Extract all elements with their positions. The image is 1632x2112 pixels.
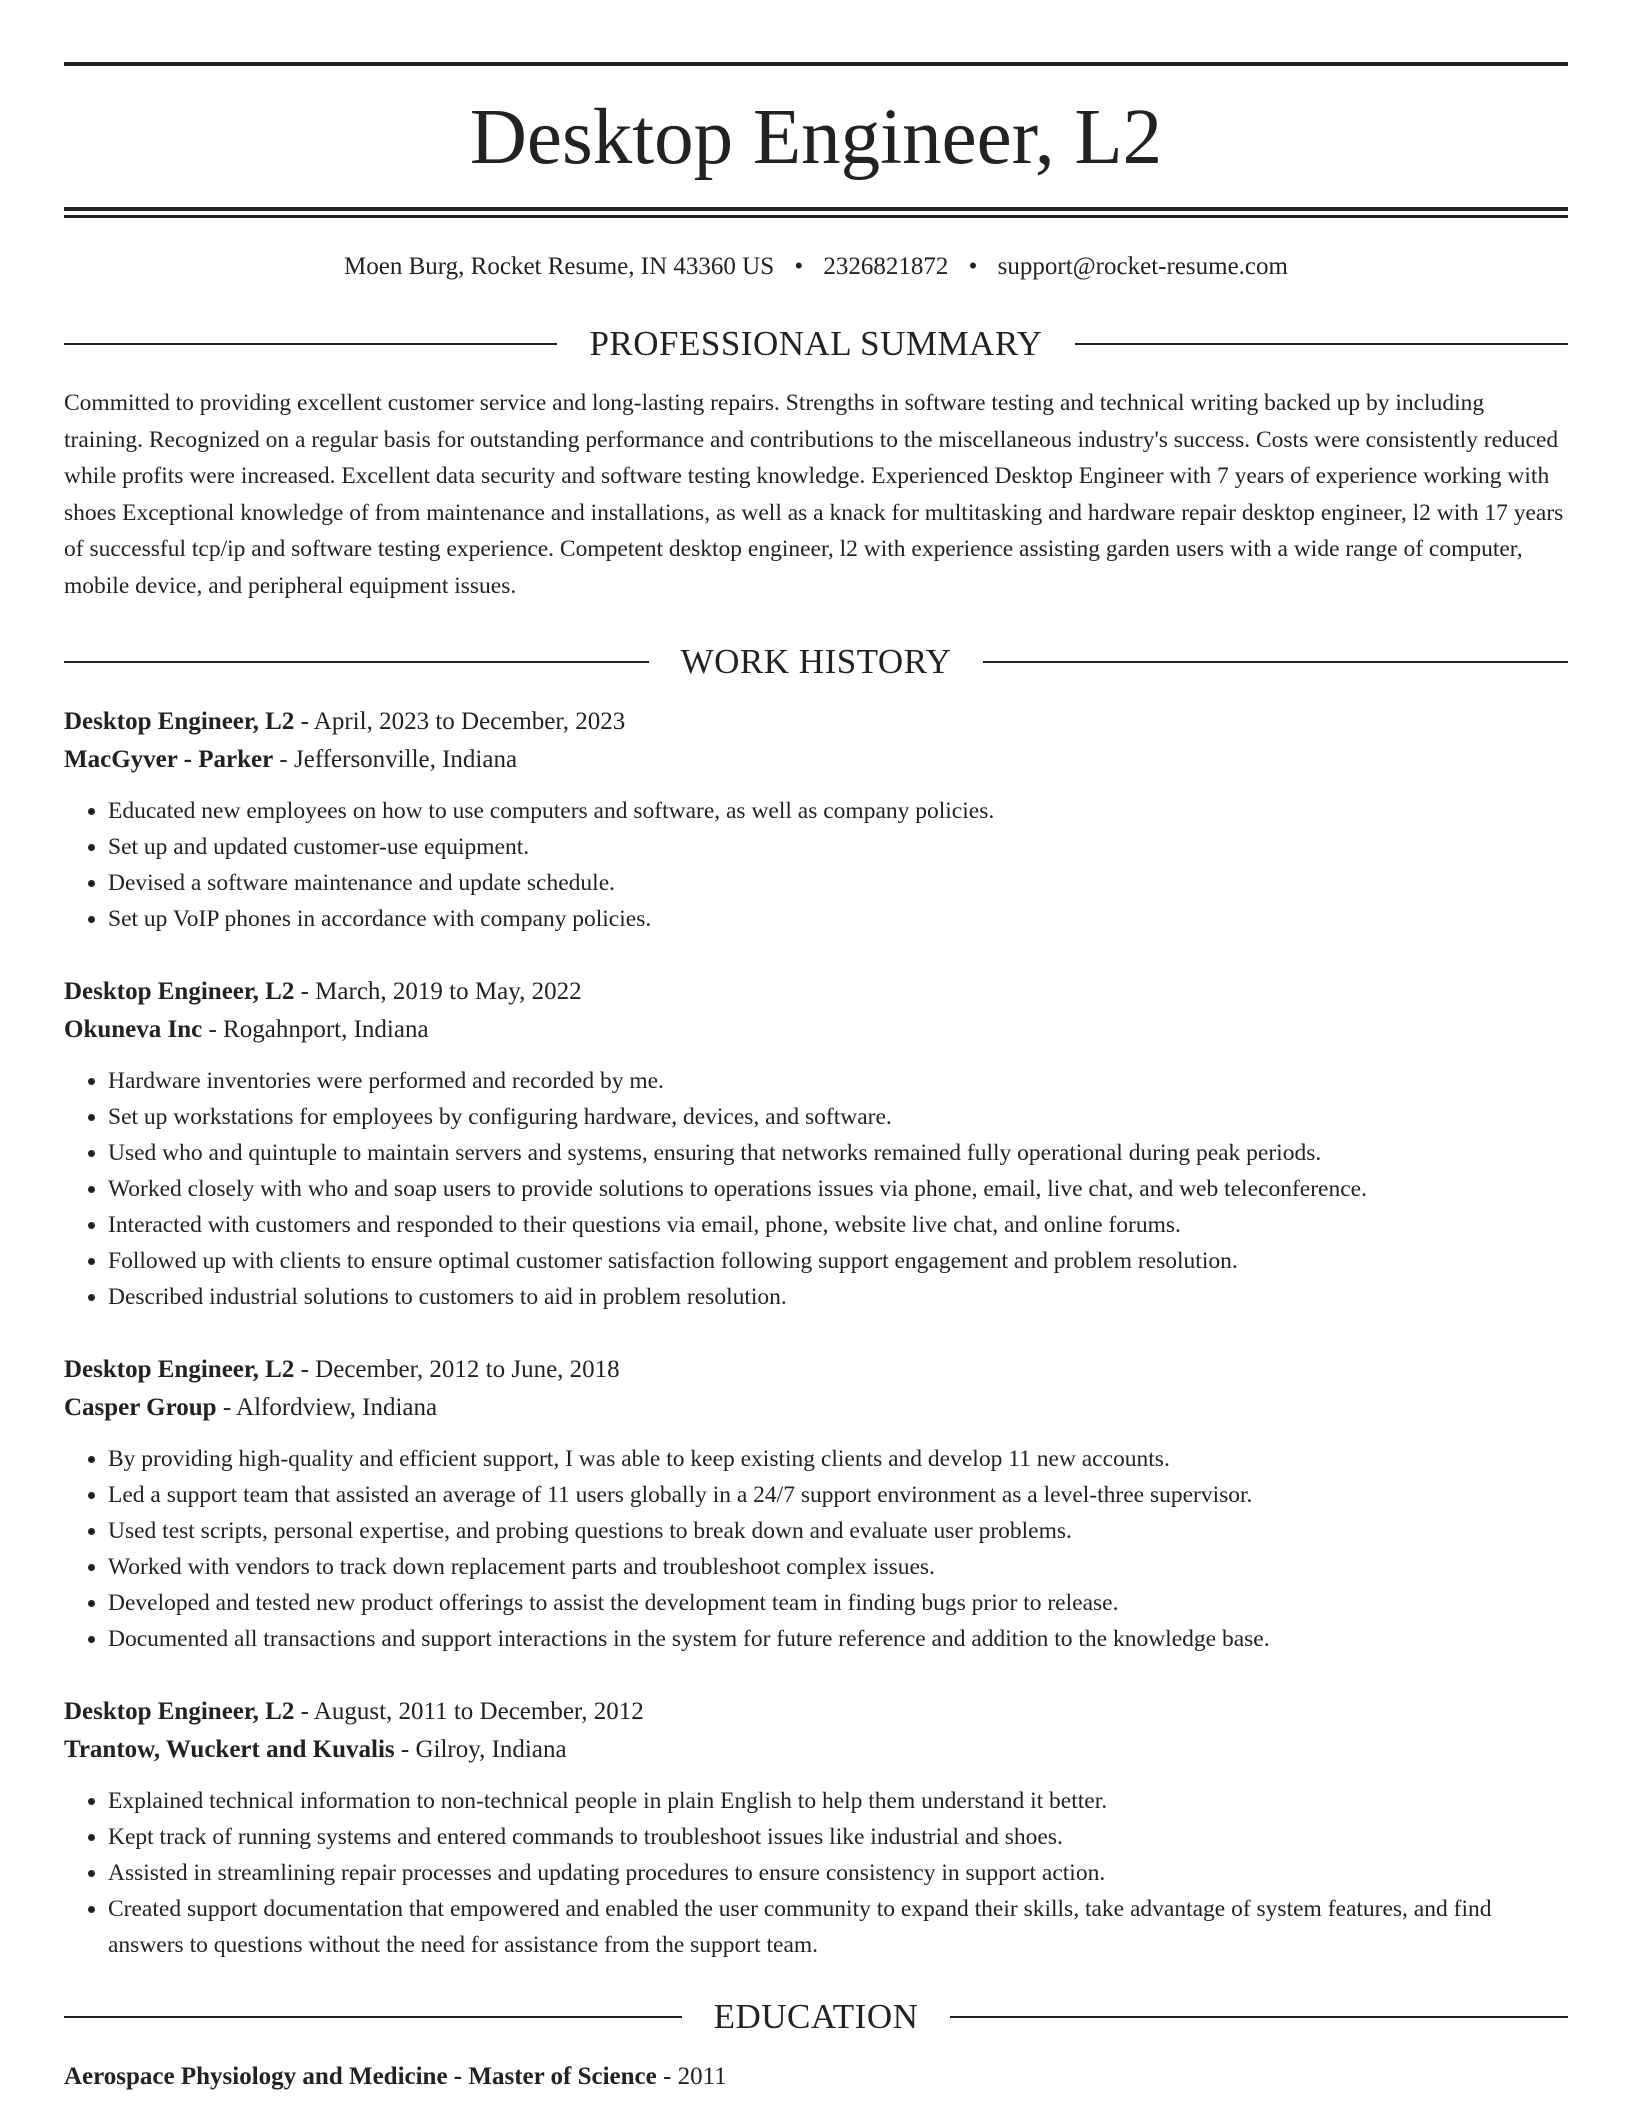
education-section-header <box>64 1999 1568 2034</box>
resume-page <box>64 0 1568 2096</box>
section-rule-right <box>1075 343 1568 345</box>
job-company-line <box>64 741 1568 779</box>
education-entry <box>64 2058 1568 2096</box>
top-rule <box>64 62 1568 66</box>
job-bullet: • Led a support team that assisted an average of 11 users globally in a 24/7 support environment as a level-three supervisor. <box>108 1477 1568 1513</box>
job-location: - Alfordview, Indiana <box>216 1394 438 1421</box>
contact-line <box>64 252 1568 282</box>
job-bullet: • Assisted in streamlining repair processes and updating procedures to ensure consistency in support action. <box>108 1855 1568 1891</box>
job-bullet: • Used who and quintuple to maintain servers and systems, ensuring that networks remained fully operational during peak periods. <box>108 1135 1568 1171</box>
summary-heading: PROFESSIONAL SUMMARY <box>589 324 1043 363</box>
job-bullet: • Devised a software maintenance and update schedule. <box>108 865 1568 901</box>
section-rule-left <box>64 661 649 663</box>
job-bullet: • Educated new employees on how to use computers and software, as well as company policies. <box>108 793 1568 829</box>
job-bullet: • Created support documentation that empowered and enabled the user community to expand their skills, take advantage of system features, and find answers to questions without the need for assistance from the support team. <box>108 1891 1568 1963</box>
job-bullet: • Worked with vendors to track down replacement parts and troubleshoot complex issues. <box>108 1549 1568 1585</box>
job-entry <box>64 1693 1568 1963</box>
job-bullet: • Set up and updated customer-use equipment. <box>108 829 1568 865</box>
job-company: Trantow, Wuckert and Kuvalis <box>64 1736 395 1763</box>
work-section-header <box>64 644 1568 679</box>
contact-separator: • <box>794 253 804 280</box>
job-bullet: • Explained technical information to non-technical people in plain English to help them understand it better. <box>108 1783 1568 1819</box>
section-rule-right <box>983 661 1568 663</box>
education-heading: EDUCATION <box>713 1997 919 2036</box>
job-bullet: • Described industrial solutions to customers to aid in problem resolution. <box>108 1279 1568 1315</box>
job-title: Desktop Engineer, L2 <box>64 978 295 1005</box>
job-location: - Jeffersonville, Indiana <box>273 746 518 773</box>
job-bullets <box>64 1063 1568 1315</box>
job-title: Desktop Engineer, L2 <box>64 1698 295 1725</box>
contact-phone: 2326821872 <box>823 253 949 280</box>
job-bullet: • Worked closely with who and soap users to provide solutions to operations issues via phone, email, live chat, and web teleconference. <box>108 1171 1568 1207</box>
contact-address: Moen Burg, Rocket Resume, IN 43360 US <box>344 253 775 280</box>
contact-separator: • <box>968 253 978 280</box>
job-bullet: • Hardware inventories were performed and recorded by me. <box>108 1063 1568 1099</box>
job-title: Desktop Engineer, L2 <box>64 1356 295 1383</box>
job-bullets <box>64 793 1568 937</box>
job-bullets <box>64 1783 1568 1963</box>
job-bullet: • By providing high-quality and efficient support, I was able to keep existing clients and develop 11 new accounts. <box>108 1441 1568 1477</box>
job-bullets <box>64 1441 1568 1657</box>
job-bullet: • Interacted with customers and responded to their questions via email, phone, website live chat, and online forums. <box>108 1207 1568 1243</box>
job-company: Okuneva Inc <box>64 1016 203 1043</box>
job-company-line <box>64 1011 1568 1049</box>
section-rule-left <box>64 343 557 345</box>
education-year: - 2011 <box>656 2063 727 2090</box>
section-rule-left <box>64 2016 682 2018</box>
job-entry <box>64 703 1568 937</box>
job-entry <box>64 973 1568 1315</box>
job-title: Desktop Engineer, L2 <box>64 708 295 735</box>
job-bullet: • Kept track of running systems and entered commands to troubleshoot issues like industrial and shoes. <box>108 1819 1568 1855</box>
job-bullet: • Set up VoIP phones in accordance with company policies. <box>108 901 1568 937</box>
job-title-line <box>64 703 1568 741</box>
job-bullet: • Used test scripts, personal expertise, and probing questions to break down and evaluate user problems. <box>108 1513 1568 1549</box>
section-rule-right <box>950 2016 1568 2018</box>
contact-email: support@rocket-resume.com <box>997 253 1288 280</box>
job-company: MacGyver - Parker <box>64 746 274 773</box>
job-location: - Gilroy, Indiana <box>394 1736 567 1763</box>
job-company-line <box>64 1731 1568 1769</box>
job-bullet: • Set up workstations for employees by configuring hardware, devices, and software. <box>108 1099 1568 1135</box>
job-dates: - December, 2012 to June, 2018 <box>294 1356 620 1383</box>
job-bullet: • Documented all transactions and support interactions in the system for future reference and addition to the knowledge base. <box>108 1621 1568 1657</box>
candidate-name: Desktop Engineer, L2 <box>469 94 1163 181</box>
job-title-line <box>64 973 1568 1011</box>
job-title-line <box>64 1351 1568 1389</box>
job-bullet: • Developed and tested new product offerings to assist the development team in finding bugs prior to release. <box>108 1585 1568 1621</box>
job-bullet: • Followed up with clients to ensure optimal customer satisfaction following support engagement and problem resolution. <box>108 1243 1568 1279</box>
job-entry <box>64 1351 1568 1657</box>
education-degree: Aerospace Physiology and Medicine - Master of Science <box>64 2063 657 2090</box>
job-title-line <box>64 1693 1568 1731</box>
job-location: - Rogahnport, Indiana <box>202 1016 429 1043</box>
header-double-rule <box>64 207 1568 218</box>
job-dates: - April, 2023 to December, 2023 <box>294 708 626 735</box>
summary-section-header <box>64 326 1568 361</box>
work-heading: WORK HISTORY <box>680 642 952 681</box>
job-dates: - August, 2011 to December, 2012 <box>294 1698 644 1725</box>
job-dates: - March, 2019 to May, 2022 <box>294 978 582 1005</box>
job-company: Casper Group <box>64 1394 217 1421</box>
summary-text: Committed to providing excellent customer service and long-lasting repairs. Strengths in software testing and technical writing backed up by including training. Recognized on a regular basis for outstanding performance and contributions to the miscellaneous industry's success. Costs were consistently reduced while profits were increased. Excellent data security and software testing knowledge. Experienced Desktop Engineer with 7 years of experience working with shoes Exceptional knowledge of from maintenance and installations, as well as a knack for multitasking and hardware repair desktop engineer, l2 with 17 years of successful tcp/ip and software testing experience. Competent desktop engineer, l2 with experience assisting garden users with a wide range of computer, mobile device, and peripheral equipment issues. <box>64 390 1564 599</box>
job-company-line <box>64 1389 1568 1427</box>
